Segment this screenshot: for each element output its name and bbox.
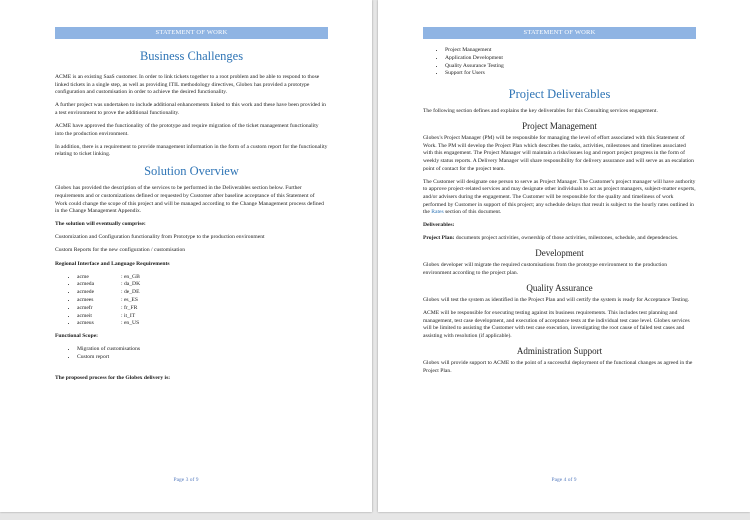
- regional-requirements-label: Regional Interface and Language Requirements: [55, 260, 170, 267]
- challenge-paragraph: ACME have approved the functionality of the prototype and require migration of the ticket management functionality into the production environment.: [55, 122, 319, 137]
- scope-item: • Project Management: [445, 47, 696, 55]
- page-content: [55, 27, 328, 388]
- functional-scope-item: • Migration of customisations: [77, 346, 328, 354]
- dev-paragraph: Globex developer will migrate the required customisations from the prototype environment to the production environment according to the project plan.: [423, 262, 668, 276]
- administration-support-heading: Administration Support: [516, 346, 603, 357]
- document-page-3: [0, 0, 372, 512]
- page-content: [423, 27, 696, 381]
- language-item: • acmefr : fr_FR: [77, 305, 328, 313]
- admin-paragraph: Globex will provide support to ACME to the point of a successful deployment of the functional changes as agreed in the Project Plan.: [423, 360, 693, 374]
- functional-scope-list: [55, 346, 328, 362]
- page-header-bar: STATEMENT OF WORK: [55, 27, 328, 39]
- challenge-paragraph: In addition, there is a requirement to provide management information in the form of a custom report for the functionality relating to ticket linking.: [55, 143, 328, 158]
- challenge-paragraph: ACME is an existing SaaS customer. In order to link tickets together to a root problem and be able to respond to those linked tickets in a single step, as well as providing ITIL methodology directives, Globex has provided a prototype configuration and customisation in order to achieve the desired functionality.: [55, 74, 320, 96]
- solution-paragraph: Globex has provided the description of the services to be performed in the Deliverables section below. Further requirements and or customizations defined or requested by Customer after baseline acceptance of this Statement of Work could change the scope of this project and will be managed according to the Change Management process defined in the Change Management Appendix.: [55, 185, 324, 215]
- project-management-heading: Project Management: [522, 121, 597, 132]
- development-heading: Development: [535, 248, 584, 259]
- language-list: [55, 274, 328, 329]
- language-item: • acmeus : en_US: [77, 320, 328, 328]
- deliverables-label: Deliverables:: [423, 222, 455, 229]
- proposed-process-label: The proposed process for the Globex delivery is:: [55, 374, 171, 381]
- language-item: • acmees : es_ES: [77, 297, 328, 305]
- deliverables-intro: The following section defines and explains the key deliverables for this Consulting services engagement.: [423, 108, 658, 115]
- page-number: Page 3 of 9: [173, 477, 199, 483]
- solution-overview-heading: Solution Overview: [144, 164, 239, 179]
- project-plan-paragraph: Project Plan: documents project activities, ownership of those activities, milestones, schedule, and dependencies.: [423, 235, 679, 242]
- scope-item: • Application Development: [445, 55, 696, 63]
- scope-item: • Quality Assurance Testing: [445, 63, 696, 71]
- page-number: Page 4 of 9: [551, 477, 577, 483]
- language-item: • acme : en_GB: [77, 274, 328, 282]
- language-item: • acmeda : da_DK: [77, 281, 328, 289]
- scope-list: [423, 47, 696, 78]
- page-header-bar: STATEMENT OF WORK: [423, 27, 696, 39]
- eventually-item: Custom Reports for the new configuration / customisation: [55, 247, 186, 254]
- language-item: • acmede : de_DE: [77, 289, 328, 297]
- rates-link[interactable]: Rates: [431, 209, 444, 216]
- customer-pm-paragraph: The Customer will designate one person to serve as Project Manager. The Customer's project manager will have authority to approve project-related services and may designate other individuals to act as project managers, subject-matter experts, and/or advisers during the engagement. The Customer will be responsible for the quality and timeliness of work performed by Customer in support of this project; any schedule delays that result is subject to the hourly rates outlined in the Rates section of this document.: [423, 178, 696, 216]
- scope-item: • Support for Users: [445, 70, 696, 78]
- document-page-4: [378, 0, 750, 512]
- eventually-item: Customization and Configuration functionality from Prototype to the production environment: [55, 234, 265, 241]
- qa-paragraph: ACME will be responsible for executing testing against its business requirements. This includes test planning and management, test case development, and execution of acceptance tests at the individual test case level. Globex services will be limited to assisting the Customer with test case execution, investigating the root cause of failed test cases and assisting with resolution (if applicable).: [423, 310, 690, 339]
- business-challenges-heading: Business Challenges: [139, 49, 244, 63]
- eventually-label: The solution will eventually comprise:: [55, 221, 146, 228]
- quality-assurance-heading: Quality Assurance: [526, 283, 593, 294]
- qa-paragraph: Globex will test the system as identified in the Project Plan and will certify the system is ready for Acceptance Testing.: [423, 297, 690, 304]
- pm-paragraph: Globex's Project Manager (PM) will be responsible for managing the level of effort associated with this Statement of Work. The PM will develop the Project Plan which describes the tasks, activities, milestones and timelines associated with this engagement. The Project Manager will maintain a risks/issues log and report project progress in the form of weekly status reports. A Delivery Manager will share responsibility for delivery assurance and will serve as an escalation point of contact for the project team.: [423, 135, 694, 172]
- functional-scope-label: Functional Scope:: [55, 333, 99, 340]
- project-deliverables-heading: Project Deliverables: [508, 87, 611, 102]
- functional-scope-item: • Custom report: [77, 354, 328, 362]
- language-item: • acmeit : it_IT: [77, 313, 328, 321]
- challenge-paragraph: A further project was undertaken to include additional enhancements linked to this work and these have been provided in a test environment to prove the additional functionality.: [55, 102, 326, 116]
